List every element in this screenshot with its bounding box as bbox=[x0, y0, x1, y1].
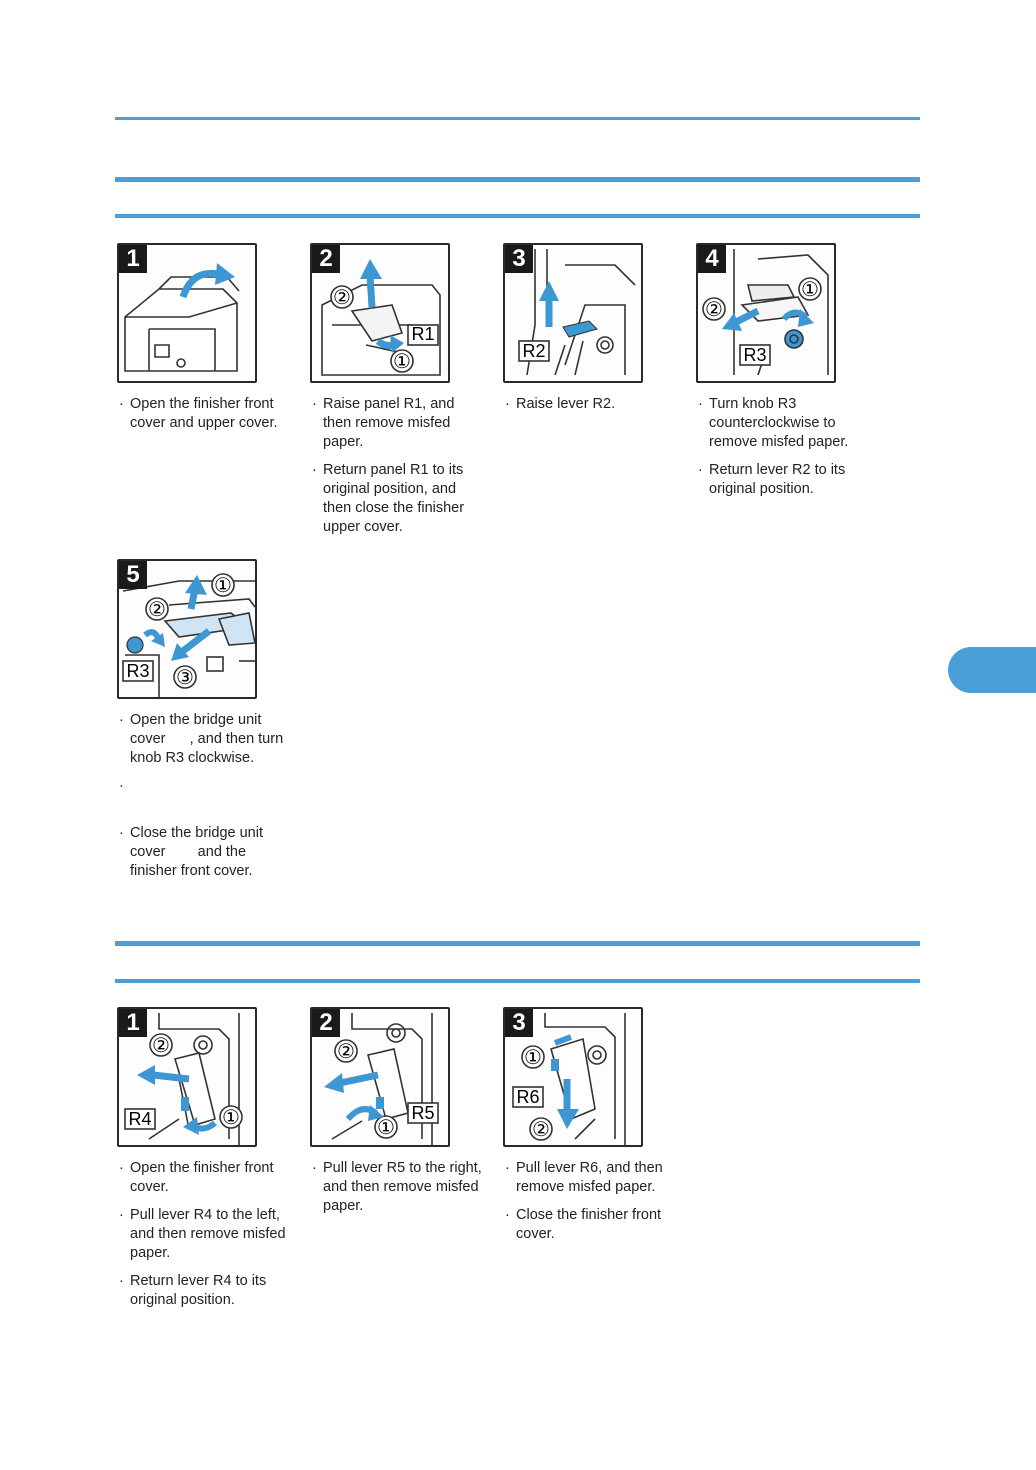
circle-1-label: ① bbox=[377, 1115, 395, 1139]
step-number: 3 bbox=[505, 1009, 533, 1037]
section1-rule-bottom bbox=[115, 214, 920, 218]
r2-label: R2 bbox=[522, 341, 546, 361]
circle-2-label: ② bbox=[337, 1039, 355, 1063]
circle-1-label: ① bbox=[524, 1045, 542, 1069]
section2-rule-top bbox=[115, 941, 920, 946]
s2-step-1-instructions bbox=[117, 1159, 292, 1310]
r6-label: R6 bbox=[516, 1087, 540, 1107]
circle-2-label: ② bbox=[333, 285, 351, 309]
circle-1-label: ① bbox=[393, 349, 411, 373]
step-number: 1 bbox=[119, 1009, 147, 1037]
s2-step-3 bbox=[503, 1007, 678, 1253]
instruction: · Pull lever R4 to the left, and then remove misfed paper. bbox=[117, 1206, 292, 1263]
instruction: · Close the bridge unit cover and the finisher front cover. bbox=[117, 824, 292, 881]
circle-2-label: ② bbox=[705, 297, 723, 321]
s1-step-2-illustration bbox=[310, 243, 450, 383]
instruction: · Raise lever R2. bbox=[503, 395, 678, 414]
s1-step-5-illustration bbox=[117, 559, 257, 699]
s2-step-2-instructions bbox=[310, 1159, 485, 1216]
s1-step-2 bbox=[310, 243, 485, 546]
step-number: 2 bbox=[312, 245, 340, 273]
circle-2-label: ② bbox=[532, 1117, 550, 1141]
s1-step-5 bbox=[117, 559, 292, 890]
instruction: · Close the finisher front cover. bbox=[503, 1206, 678, 1244]
section2-rule-bottom bbox=[115, 979, 920, 983]
r5-label: R5 bbox=[411, 1103, 435, 1123]
circle-1-label: ① bbox=[222, 1105, 240, 1129]
r1-label: R1 bbox=[411, 324, 435, 344]
s2-step-3-illustration bbox=[503, 1007, 643, 1147]
step-number: 3 bbox=[505, 245, 533, 273]
s2-step-1 bbox=[117, 1007, 292, 1319]
s1-step-4-instructions bbox=[696, 395, 871, 499]
s1-step-1-illustration bbox=[117, 243, 257, 383]
section1-rule-top bbox=[115, 177, 920, 182]
step-number: 4 bbox=[698, 245, 726, 273]
instruction: · Return panel R1 to its original position, and then close the finisher upper cover. bbox=[310, 461, 485, 537]
instruction: · Return lever R4 to its original position. bbox=[117, 1272, 292, 1310]
instruction: · Pull lever R5 to the right, and then remove misfed paper. bbox=[310, 1159, 485, 1216]
instruction: · Turn knob R3 counterclockwise to remove misfed paper. bbox=[696, 395, 871, 452]
instruction: · Open the finisher front cover and upper cover. bbox=[117, 395, 292, 433]
step-number: 5 bbox=[119, 561, 147, 589]
instruction: · Raise panel R1, and then remove misfed paper. bbox=[310, 395, 485, 452]
step-number: 1 bbox=[119, 245, 147, 273]
r4-label: R4 bbox=[128, 1109, 152, 1129]
s2-step-2 bbox=[310, 1007, 485, 1225]
step-number: 2 bbox=[312, 1009, 340, 1037]
instruction bbox=[117, 777, 292, 815]
instruction: · Open the bridge unit cover , and then turn knob R3 clockwise. bbox=[117, 711, 292, 768]
s1-step-5-instructions bbox=[117, 711, 292, 881]
instruction: · Pull lever R6, and then remove misfed paper. bbox=[503, 1159, 678, 1197]
s1-step-4-illustration bbox=[696, 243, 836, 383]
s2-step-2-illustration bbox=[310, 1007, 450, 1147]
r3-label: R3 bbox=[743, 345, 767, 365]
s1-step-2-instructions bbox=[310, 395, 485, 537]
s1-step-3-instructions bbox=[503, 395, 678, 414]
circle-3-label: ③ bbox=[176, 665, 194, 689]
header-rule bbox=[115, 117, 920, 120]
s1-step-3 bbox=[503, 243, 678, 423]
circle-2-label: ② bbox=[148, 597, 166, 621]
circle-1-label: ① bbox=[801, 277, 819, 301]
chapter-thumb-tab bbox=[948, 647, 1036, 693]
instruction: · Open the finisher front cover. bbox=[117, 1159, 292, 1197]
s2-step-1-illustration bbox=[117, 1007, 257, 1147]
circle-2-label: ② bbox=[152, 1033, 170, 1057]
r3-label: R3 bbox=[126, 661, 150, 681]
s1-step-4 bbox=[696, 243, 871, 508]
s1-step-3-illustration bbox=[503, 243, 643, 383]
s2-step-3-instructions bbox=[503, 1159, 678, 1244]
instruction: · Return lever R2 to its original position. bbox=[696, 461, 871, 499]
s1-step-1 bbox=[117, 243, 292, 442]
s1-step-1-instructions bbox=[117, 395, 292, 433]
circle-1-label: ① bbox=[214, 573, 232, 597]
